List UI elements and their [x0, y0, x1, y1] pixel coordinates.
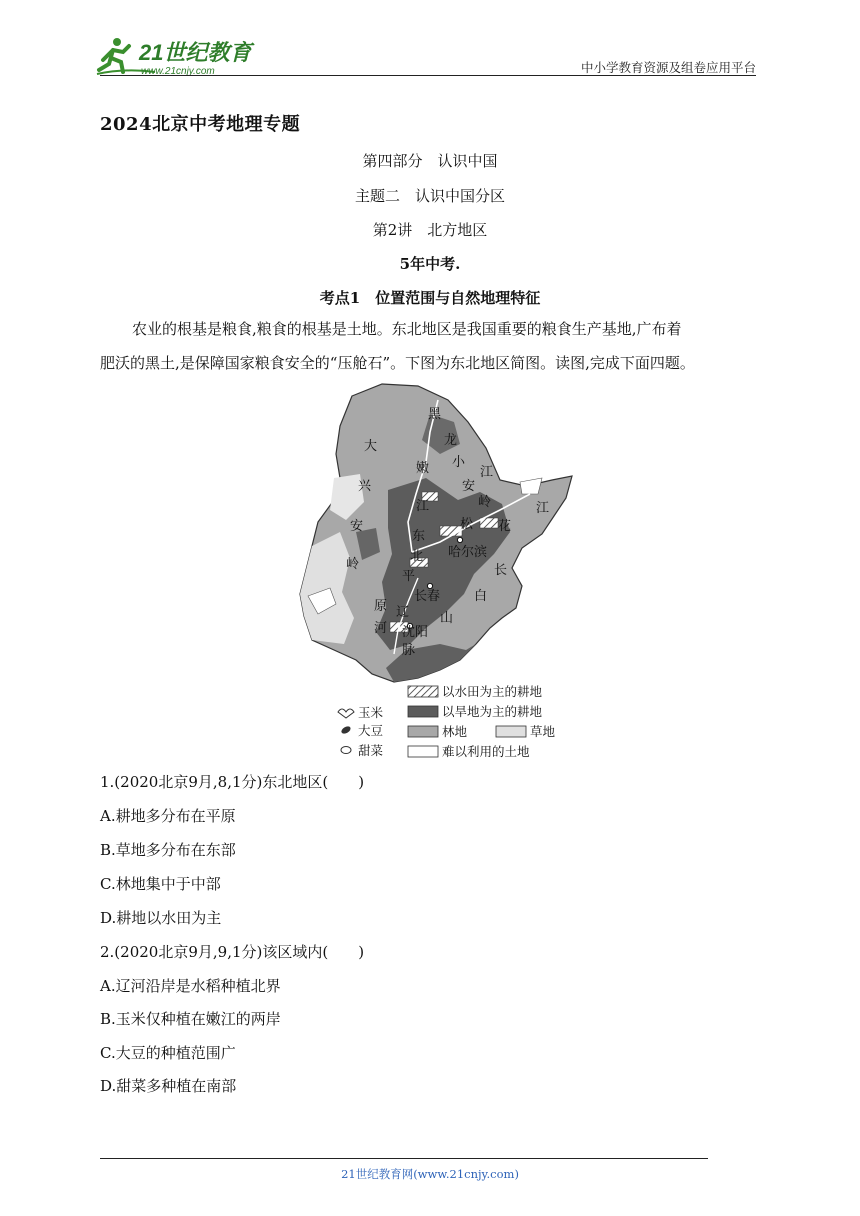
map-label-harbin: 哈尔滨	[448, 545, 488, 560]
legend-dryland-label: 以旱地为主的耕地	[442, 704, 543, 719]
legend-corn-label: 玉米	[358, 705, 384, 720]
map-label-chang: 长	[494, 563, 508, 578]
legend-paddy-label: 以水田为主的耕地	[442, 684, 543, 699]
legend-dryland-swatch	[408, 706, 438, 717]
intro-line-2: 肥沃的黑土,是保障国家粮食安全的“压舱石”。下图为东北地区简图。读图,完成下面四题。	[100, 354, 695, 372]
section-theme: 主题二 认识中国分区	[354, 187, 505, 205]
intro-paragraph	[100, 312, 760, 380]
question-1-stem: 1.(2020北京9月,8,1分)东北地区( )	[100, 773, 365, 791]
header-platform-text: 中小学教育资源及组卷应用平台	[580, 60, 756, 75]
map-label-long: 龙	[444, 433, 458, 448]
northeast-map-figure	[290, 382, 590, 762]
intro-line-1: 农业的根基是粮食,粮食的根基是土地。东北地区是我国重要的粮食生产基地,广布着	[132, 320, 682, 338]
legend-beet-label: 甜菜	[358, 743, 384, 758]
question-1-option-a: A.耕地多分布在平原	[100, 807, 236, 825]
question-2-option-b: B.玉米仅种植在嫩江的两岸	[100, 1010, 281, 1028]
site-logo	[95, 34, 265, 78]
map-label-shan: 山	[440, 611, 454, 626]
map-label-jiang2: 江	[416, 499, 430, 514]
map-label-ling1: 岭	[478, 495, 492, 510]
section-lecture: 第2讲 北方地区	[372, 221, 488, 239]
question-1-option-b: B.草地多分布在东部	[100, 841, 236, 859]
map-label-hei: 黑	[428, 407, 442, 422]
map-label-changchun: 长春	[414, 589, 441, 604]
question-1-option-d: D.耕地以水田为主	[100, 909, 222, 927]
question-2-option-c: C.大豆的种植范围广	[100, 1044, 236, 1062]
corn-icon	[338, 709, 354, 718]
legend-grass-swatch	[496, 726, 526, 737]
map-label-xing: 兴	[358, 479, 372, 494]
map-label-shenyang: 沈阳	[402, 625, 429, 640]
exam-label: 5年中考.	[399, 255, 461, 273]
map-label-mai: 脉	[402, 643, 416, 658]
map-label-dong: 东	[412, 529, 426, 544]
legend-paddy-swatch	[408, 686, 438, 697]
svg-text:21世纪教育: 21世纪教育	[139, 40, 252, 65]
map-legend	[338, 684, 556, 759]
topic-heading: 考点1 位置范围与自然地理特征	[319, 289, 541, 307]
map-label-jiang1: 江	[480, 465, 494, 480]
map-label-ling2: 岭	[346, 557, 360, 572]
city-harbin-marker	[457, 537, 462, 542]
legend-barren-swatch	[408, 746, 438, 757]
svg-text:www.21cnjy.com: www.21cnjy.com	[141, 66, 215, 77]
map-label-bai: 白	[474, 589, 488, 604]
question-2-stem: 2.(2020北京9月,9,1分)该区域内( )	[100, 943, 365, 961]
legend-grass-label: 草地	[530, 724, 556, 739]
legend-forest-label: 林地	[442, 724, 468, 739]
legend-forest-swatch	[408, 726, 438, 737]
map-label-da: 大	[364, 439, 378, 454]
question-1-option-c: C.林地集中于中部	[100, 875, 221, 893]
map-label-an1: 安	[462, 479, 476, 494]
beet-icon	[341, 747, 351, 754]
map-label-hua: 花	[498, 519, 512, 534]
city-changchun-marker	[427, 583, 432, 588]
question-2-option-d: D.甜菜多种植在南部	[100, 1077, 237, 1095]
map-label-xiao: 小	[452, 455, 466, 470]
map-label-song: 松	[460, 517, 474, 532]
header-divider	[100, 75, 756, 76]
map-label-liao: 辽	[396, 605, 410, 620]
footer-link[interactable]: 21世纪教育网(www.21cnjy.com)	[341, 1167, 519, 1181]
map-label-he: 河	[374, 621, 388, 636]
legend-barren-label: 难以利用的土地	[442, 744, 530, 759]
map-label-bei: 北	[410, 549, 424, 564]
map-label-jiang3: 江	[536, 501, 550, 516]
question-2-option-a: A.辽河沿岸是水稻种植北界	[100, 977, 281, 995]
northeast-map	[290, 382, 590, 762]
barren-area-2	[520, 478, 542, 494]
legend-soybean-label: 大豆	[358, 723, 384, 738]
document-title: 2024北京中考地理专题	[100, 114, 301, 135]
map-label-ping: 平	[402, 569, 416, 584]
map-label-yuan: 原	[374, 599, 388, 614]
footer-divider	[100, 1158, 708, 1159]
map-label-nen: 嫩	[416, 461, 430, 476]
soybean-icon	[340, 725, 352, 735]
map-label-an2: 安	[350, 519, 364, 534]
section-part: 第四部分 认识中国	[362, 152, 498, 170]
